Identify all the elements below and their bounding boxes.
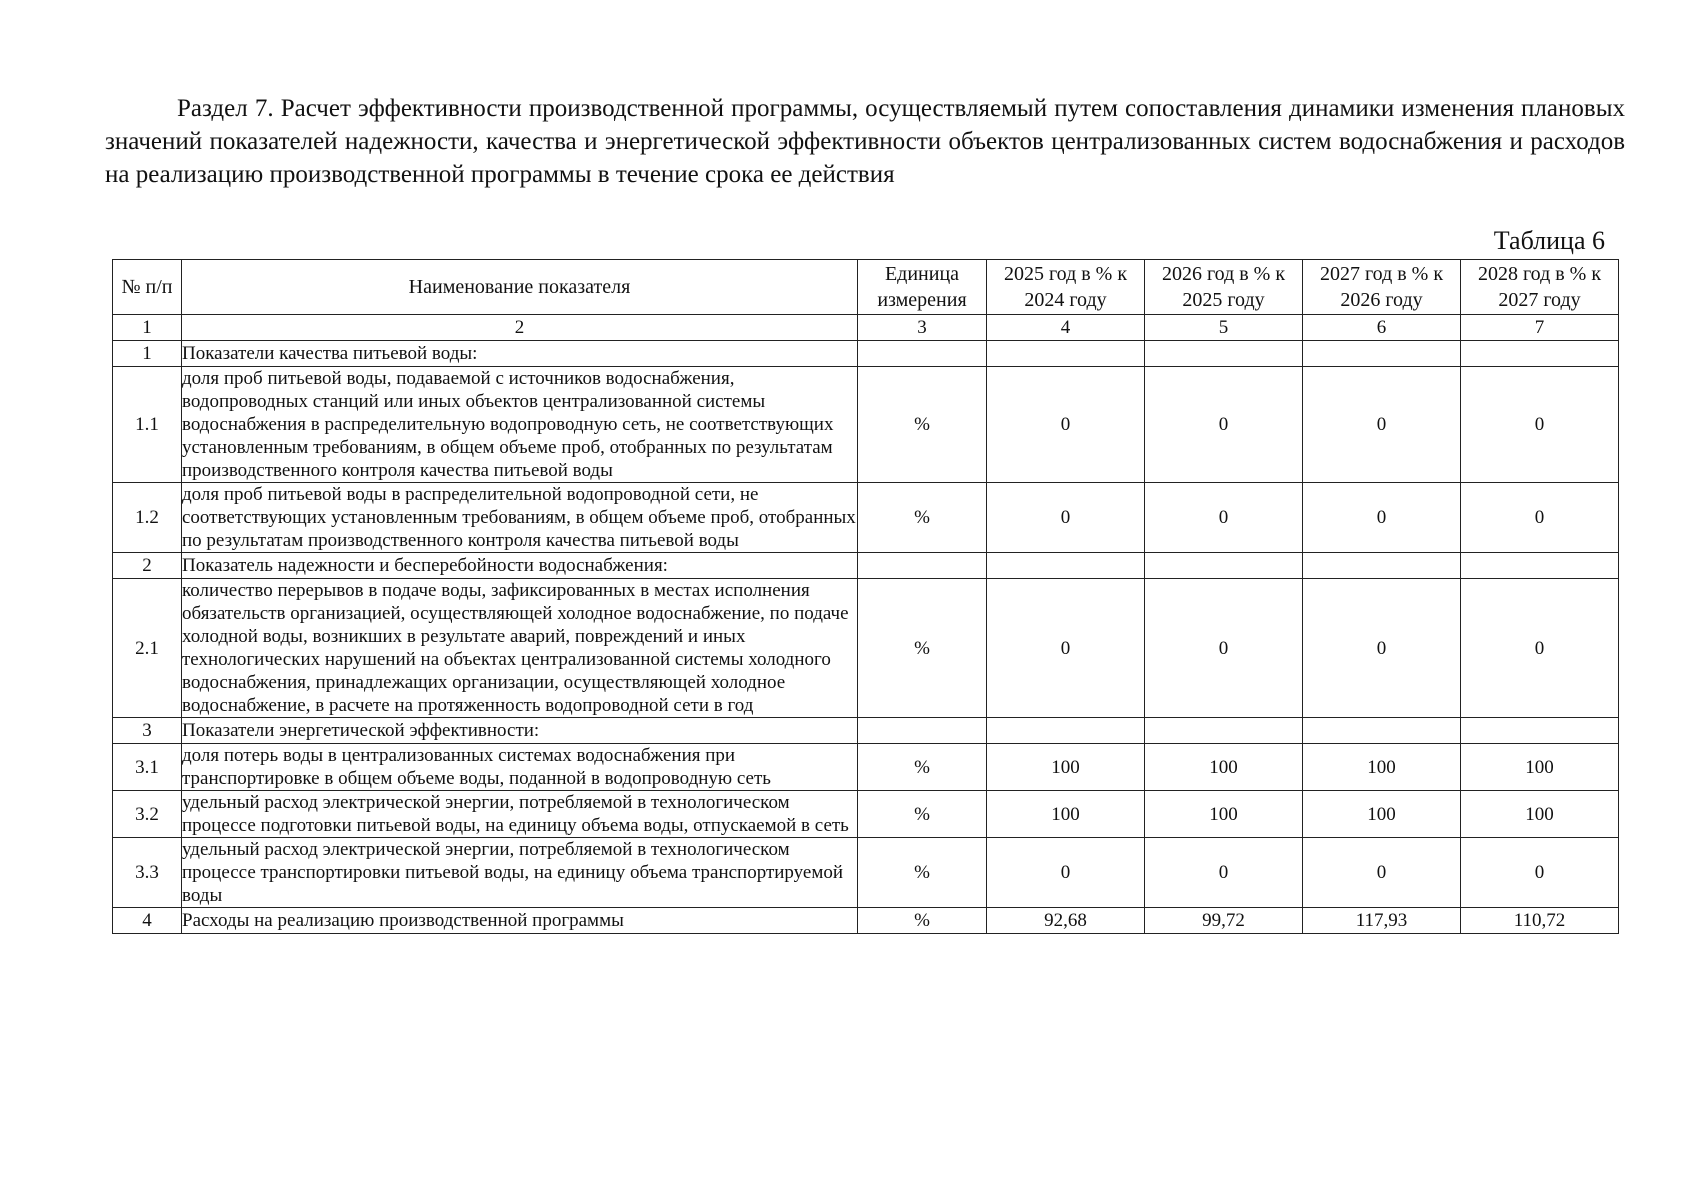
- row-value-2026: 99,72: [1145, 908, 1303, 934]
- row-value-2028: 0: [1461, 838, 1619, 908]
- table-row-1-1: [113, 367, 1619, 483]
- section-heading: Раздел 7. Расчет эффективности производственной программы, осуществляемый путем сопоставления динамики изменения плановых значений показателей надежности, качества и энергетической эффективности объектов централизованных систем водоснабжения и расходов на реализацию производственной программы в течение срока ее действия: [105, 95, 1625, 188]
- table-header-row: [113, 260, 1619, 315]
- row-name: количество перерывов в подаче воды, зафиксированных в местах исполнения обязательств организацией, осуществляющей холодное водоснабжение, по подаче холодной воды, возникших в результате аварий, повреждений и иных технологических нарушений на объектах централизованной системы холодного водоснабжения, принадлежащих организации, осуществляющей холодное водоснабжение, в расчете на протяженность водопроводной сети в год: [182, 579, 858, 718]
- header-unit: Единица измерения: [858, 260, 987, 315]
- row-value-2026: [1145, 718, 1303, 744]
- row-name: Расходы на реализацию производственной программы: [182, 908, 858, 934]
- row-name: доля проб питьевой воды в распределительной водопроводной сети, не соответствующих установленным требованиям, в общем объеме проб, отобранных по результатам производственного контроля качества питьевой воды: [182, 484, 856, 551]
- row-value-2025: 0: [987, 579, 1145, 718]
- row-value-2027: 0: [1303, 838, 1461, 908]
- row-num: 3.2: [113, 791, 182, 838]
- table-row-4: [113, 908, 1619, 934]
- table-row-section-3: [113, 718, 1619, 744]
- row-value-2025: [987, 553, 1145, 579]
- row-value-2027: 100: [1303, 744, 1461, 791]
- table-row-3-1: [113, 744, 1619, 791]
- row-value-2025: 0: [987, 483, 1145, 553]
- row-value-2027: 0: [1303, 483, 1461, 553]
- row-unit: %: [858, 744, 987, 791]
- column-index: 5: [1145, 315, 1303, 341]
- row-unit: %: [858, 838, 987, 908]
- row-value-2025: 0: [987, 838, 1145, 908]
- row-value-2026: 0: [1145, 838, 1303, 908]
- column-index-row: [113, 315, 1619, 341]
- row-unit: [858, 553, 987, 579]
- header-2027: 2027 год в % к 2026 году: [1303, 260, 1461, 315]
- row-num: 3.1: [113, 744, 182, 791]
- row-value-2025: 0: [987, 367, 1145, 483]
- row-value-2026: [1145, 341, 1303, 367]
- row-value-2028: 0: [1461, 483, 1619, 553]
- row-value-2025: [987, 718, 1145, 744]
- row-value-2025: 92,68: [987, 908, 1145, 934]
- row-value-2027: 117,93: [1303, 908, 1461, 934]
- header-num: № п/п: [113, 260, 182, 315]
- row-name: Показатель надежности и бесперебойности водоснабжения:: [182, 553, 858, 579]
- row-name: удельный расход электрической энергии, потребляемой в технологическом процессе транспортировки питьевой воды, на единицу объема транспортируемой воды: [182, 838, 858, 908]
- row-value-2026: 0: [1145, 367, 1303, 483]
- row-num: 1: [113, 341, 182, 367]
- row-name: доля проб питьевой воды, подаваемой с источников водоснабжения, водопроводных станций или иных объектов централизованной системы водоснабжения в распределительную водопроводную сеть, не соответствующих установленным требованиям, в общем объеме проб, отобранных по результатам производственного контроля качества питьевой воды: [182, 367, 858, 483]
- column-index: 2: [182, 315, 858, 341]
- row-unit: %: [858, 791, 987, 838]
- row-unit: [858, 341, 987, 367]
- table-row-section-2: [113, 553, 1619, 579]
- column-index: 7: [1461, 315, 1619, 341]
- header-2026: 2026 год в % к 2025 году: [1145, 260, 1303, 315]
- column-index: 3: [858, 315, 987, 341]
- row-value-2027: 0: [1303, 579, 1461, 718]
- row-value-2026: [1145, 553, 1303, 579]
- row-unit: %: [858, 579, 987, 718]
- row-value-2026: 0: [1145, 483, 1303, 553]
- header-name: Наименование показателя: [182, 260, 858, 315]
- row-value-2027: [1303, 553, 1461, 579]
- row-num: 1.1: [113, 367, 182, 483]
- row-unit: %: [858, 908, 987, 934]
- row-value-2025: [987, 341, 1145, 367]
- row-unit: %: [858, 367, 987, 483]
- row-value-2026: 100: [1145, 791, 1303, 838]
- row-name: Показатели качества питьевой воды:: [182, 341, 858, 367]
- row-value-2026: 0: [1145, 579, 1303, 718]
- row-name: доля потерь воды в централизованных системах водоснабжения при транспортировке в общем объеме воды, поданной в водопроводную сеть: [182, 744, 858, 791]
- table-row-1-2: [113, 483, 1619, 553]
- table-row-section-1: [113, 341, 1619, 367]
- table-row-3-3: [113, 838, 1619, 908]
- row-value-2028: 0: [1461, 579, 1619, 718]
- row-unit: [858, 718, 987, 744]
- row-value-2027: 0: [1303, 367, 1461, 483]
- row-num: 3: [113, 718, 182, 744]
- row-value-2028: 100: [1461, 791, 1619, 838]
- row-value-2028: [1461, 718, 1619, 744]
- indicators-table: [112, 259, 1619, 934]
- row-value-2025: 100: [987, 744, 1145, 791]
- row-value-2028: 100: [1461, 744, 1619, 791]
- row-value-2028: 110,72: [1461, 908, 1619, 934]
- row-value-2025: 100: [987, 791, 1145, 838]
- row-name: Показатели энергетической эффективности:: [182, 718, 858, 744]
- header-2025: 2025 год в % к 2024 году: [987, 260, 1145, 315]
- row-num: 1.2: [113, 483, 182, 553]
- row-value-2027: [1303, 718, 1461, 744]
- header-2028: 2028 год в % к 2027 году: [1461, 260, 1619, 315]
- row-value-2028: [1461, 341, 1619, 367]
- row-num: 2.1: [113, 579, 182, 718]
- row-num: 3.3: [113, 838, 182, 908]
- column-index: 6: [1303, 315, 1461, 341]
- table-row-3-2: [113, 791, 1619, 838]
- row-num: 4: [113, 908, 182, 934]
- row-value-2027: [1303, 341, 1461, 367]
- row-value-2028: [1461, 553, 1619, 579]
- row-unit: %: [858, 483, 987, 553]
- row-num: 2: [113, 553, 182, 579]
- table-row-2-1: [113, 579, 1619, 718]
- table-caption: Таблица 6: [1493, 226, 1605, 255]
- row-value-2026: 100: [1145, 744, 1303, 791]
- column-index: 4: [987, 315, 1145, 341]
- row-name: удельный расход электрической энергии, потребляемой в технологическом процессе подготовки питьевой воды, на единицу объема воды, отпускаемой в сеть: [182, 791, 858, 838]
- row-value-2028: 0: [1461, 367, 1619, 483]
- column-index: 1: [113, 315, 182, 341]
- row-value-2027: 100: [1303, 791, 1461, 838]
